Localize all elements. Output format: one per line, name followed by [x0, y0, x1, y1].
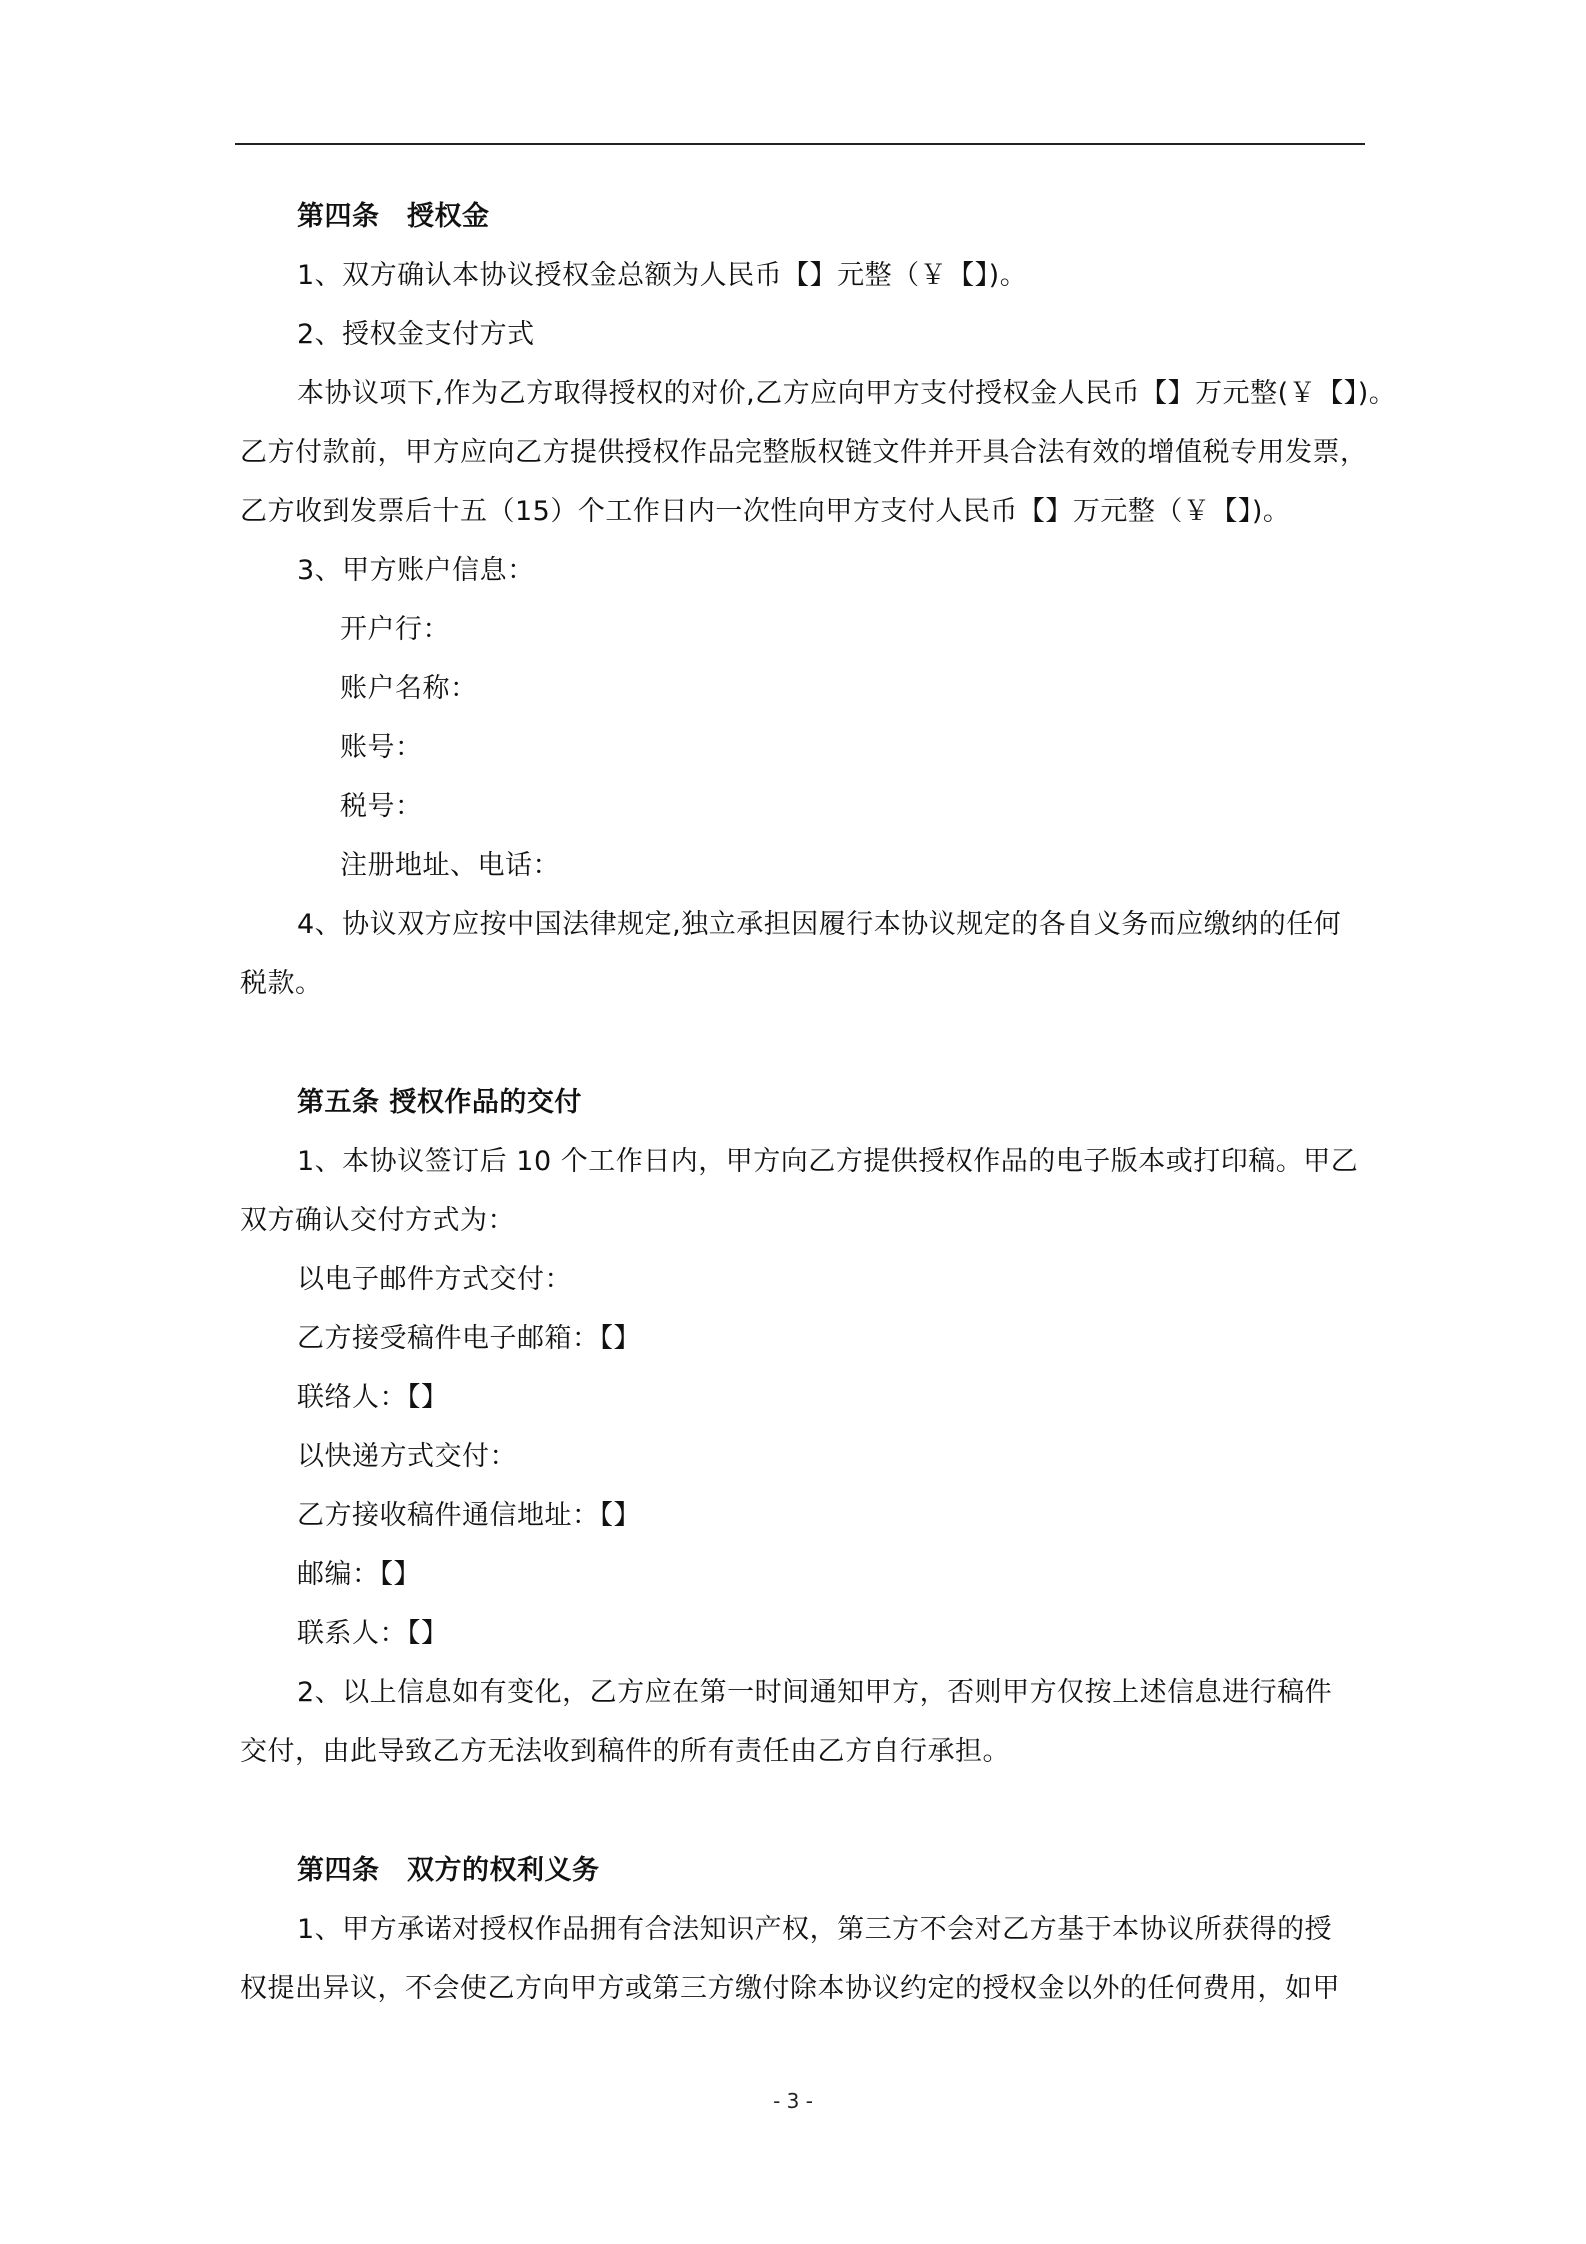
email-delivery-method: 以电子邮件方式交付：	[297, 1264, 572, 1295]
header-rule	[235, 143, 1365, 145]
express-delivery-method: 以快递方式交付：	[297, 1441, 517, 1472]
section-6-item-1-line-1: 1、甲方承诺对授权作品拥有合法知识产权，第三方不会对乙方基于本协议所获得的授	[297, 1914, 1333, 1945]
section-4-item-4-line-1: 4、协议双方应按中国法律规定,独立承担因履行本协议规定的各自义务而应缴纳的任何	[297, 909, 1342, 940]
section-4-heading: 第四条 授权金	[297, 201, 490, 232]
page-number: - 3 -	[773, 2089, 813, 2113]
section-5-item-1-line-2: 双方确认交付方式为：	[240, 1205, 515, 1236]
section-6-item-1-line-2: 权提出异议，不会使乙方向甲方或第三方缴付除本协议约定的授权金以外的任何费用，如甲	[240, 1973, 1340, 2004]
section-4-item-3: 3、甲方账户信息：	[297, 555, 535, 586]
section-5-item-2-line-2: 交付，由此导致乙方无法收到稿件的所有责任由乙方自行承担。	[240, 1736, 1010, 1767]
section-4-item-1: 1、双方确认本协议授权金总额为人民币【】元整（￥【】)。	[297, 260, 1028, 291]
mail-address-field: 乙方接收稿件通信地址：【】	[297, 1500, 641, 1531]
section-4-paragraph-line-2: 乙方付款前，甲方应向乙方提供授权作品完整版权链文件并开具合法有效的增值税专用发票，	[240, 437, 1368, 468]
bank-field: 开户行：	[340, 614, 450, 645]
section-5-item-2-line-1: 2、以上信息如有变化，乙方应在第一时间通知甲方，否则甲方仅按上述信息进行稿件	[297, 1677, 1333, 1708]
tax-number-field: 税号：	[340, 791, 423, 822]
registered-address-field: 注册地址、电话：	[340, 850, 560, 881]
section-5-heading: 第五条 授权作品的交付	[297, 1087, 582, 1118]
email-field: 乙方接受稿件电子邮箱：【】	[297, 1323, 641, 1354]
account-number-field: 账号：	[340, 732, 423, 763]
account-name-field: 账户名称：	[340, 673, 478, 704]
section-4-item-2: 2、授权金支付方式	[297, 319, 535, 350]
email-contact-field: 联络人：【】	[297, 1382, 449, 1413]
section-5-item-1-line-1: 1、本协议签订后 10 个工作日内，甲方向乙方提供授权作品的电子版本或打印稿。甲乙	[297, 1146, 1359, 1177]
postcode-field: 邮编：【】	[297, 1559, 421, 1590]
section-6-heading: 第四条 双方的权利义务	[297, 1855, 600, 1886]
express-contact-field: 联系人：【】	[297, 1618, 449, 1649]
section-4-item-4-line-2: 税款。	[240, 968, 323, 999]
section-4-paragraph-line-3: 乙方收到发票后十五（15）个工作日内一次性向甲方支付人民币【】万元整（￥【】)。	[240, 496, 1291, 527]
section-4-paragraph-line-1: 本协议项下,作为乙方取得授权的对价,乙方应向甲方支付授权金人民币【】万元整(￥【】)。	[297, 378, 1397, 409]
